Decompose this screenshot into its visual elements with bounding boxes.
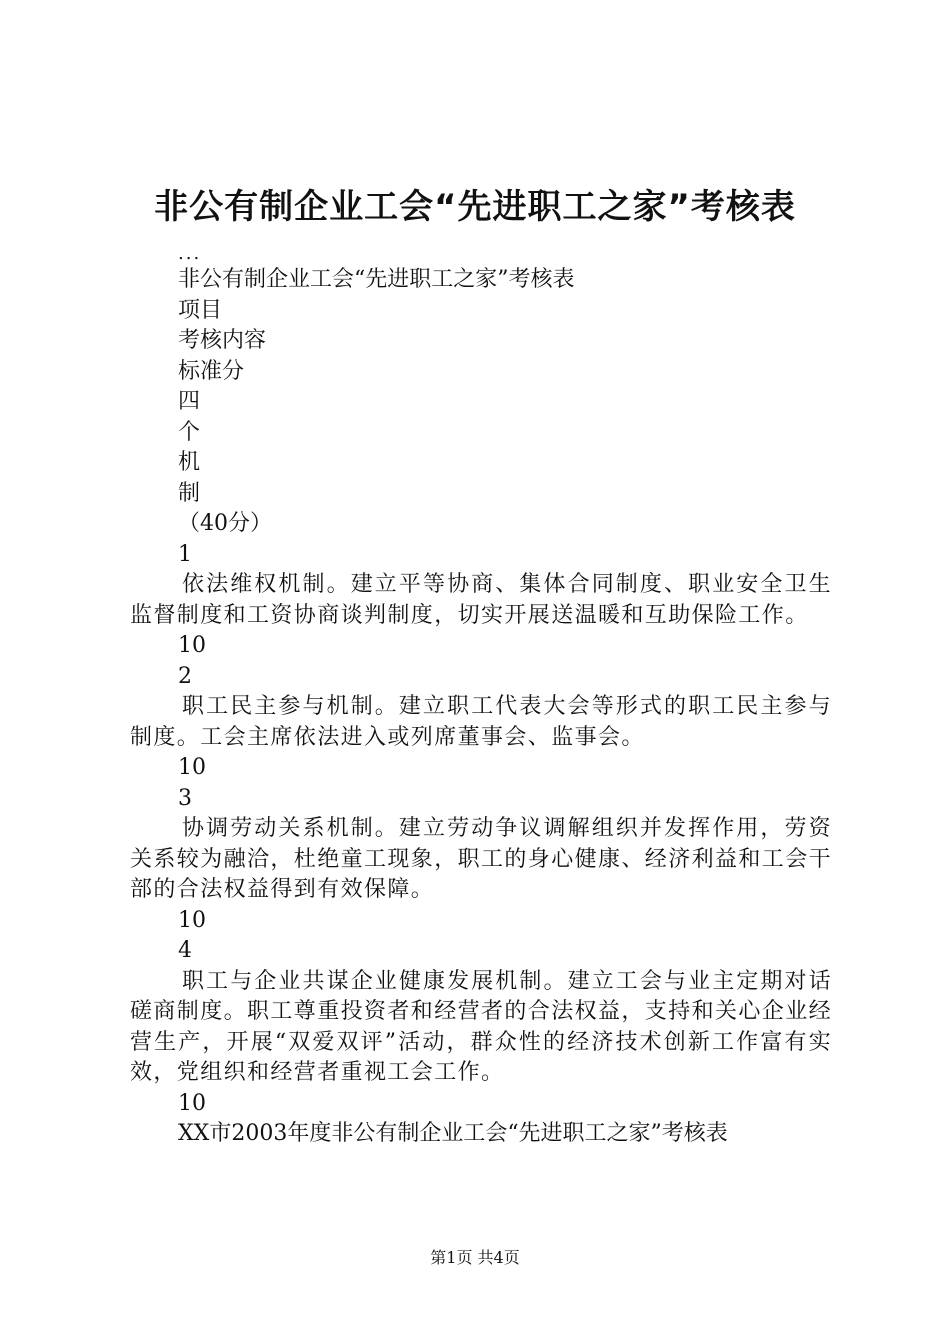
document-title: 非公有制企业工会“先进职工之家”考核表 (154, 187, 796, 227)
item-number: 4 (178, 938, 192, 963)
item-score: 10 (178, 755, 206, 780)
item-number: 2 (178, 663, 192, 689)
header-content: 考核内容 (178, 328, 267, 353)
item-score: 10 (178, 633, 206, 658)
item-number: 1 (178, 541, 192, 567)
category-points: （40分） (178, 511, 272, 536)
item-text: 依法维权机制。建立平等协商、集体合同制度、职业安全卫生监督制度和工资协商谈判制度，切实开展送温暖和互助保险工作。 (130, 572, 832, 628)
category-char: 机 (178, 450, 201, 475)
category-char: 制 (178, 480, 201, 506)
document-body (130, 243, 832, 1150)
table-subtitle: 非公有制企业工会“先进职工之家”考核表 (178, 267, 575, 292)
item-score: 10 (178, 1090, 206, 1116)
category-char: 个 (178, 419, 201, 445)
closing-line: XX市2003年度非公有制企业工会“先进职工之家”考核表 (178, 1121, 728, 1146)
header-score: 标准分 (178, 358, 245, 384)
ellipsis-mark: ... (178, 243, 202, 264)
header-project: 项目 (178, 297, 223, 323)
item-text: 协调劳动关系机制。建立劳动争议调解组织并发挥作用，劳资关系较为融洽，杜绝童工现象，职工的身心健康、经济利益和工会干部的合法权益得到有效保障。 (130, 816, 833, 902)
item-score: 10 (178, 907, 206, 933)
item-text: 职工与企业共谋企业健康发展机制。建立工会与业主定期对话磋商制度。职工尊重投资者和经营者的合法权益，支持和关心企业经营生产，开展“双爱双评”活动，群众性的经济技术创新工作富有实效，党组织和经营者重视工会工作。 (130, 968, 833, 1085)
item-number: 3 (178, 785, 192, 811)
item-text: 职工民主参与机制。建立职工代表大会等形式的职工民主参与制度。工会主席依法进入或列席董事会、监事会。 (130, 694, 832, 750)
category-char: 四 (178, 389, 201, 414)
page-footer: 第1页 共4页 (430, 1248, 520, 1267)
